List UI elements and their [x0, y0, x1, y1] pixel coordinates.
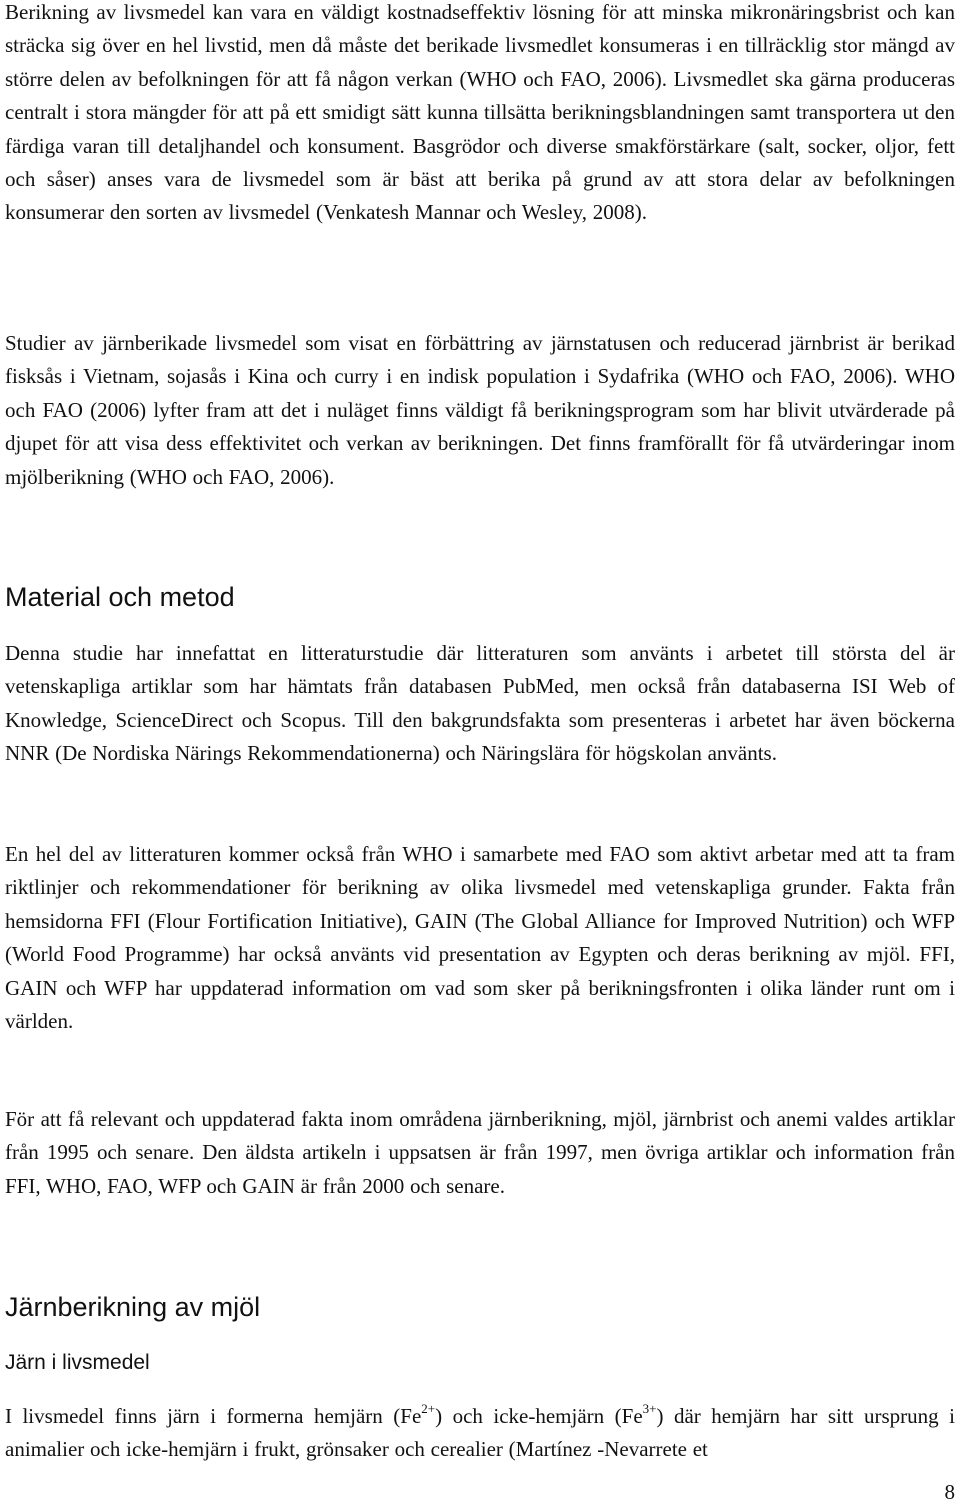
paragraph-iron-fortified-studies: Studier av järnberikade livsmedel som visat en förbättring av järnstatusen och reducerad järnbrist är berikad fisksås i Vietnam, sojasås i Kina och curry i en indisk population i Sydafrika (WHO och FAO, 2006). WHO och FAO (2006) lyfter fram att det i nuläget finns väldigt få berikningsprogram som har blivit utvärderade på djupet för att visa dess effektivitet och verkan av berikningen. Det finns framförallt för få utvärderingar inom mjölberikning (WHO och FAO, 2006).: [5, 331, 955, 489]
iron-forms-text-end: ) där hemjärn har sitt ursprung i animalier och icke-hemjärn i frukt, grönsaker och cerealier (Martínez -Nevarrete et: [5, 1404, 955, 1462]
paragraph-literature-study: Denna studie har innefattat en litteraturstudie där litteraturen som använts i arbetet till största del är vetenskapliga artiklar som har hämtats från databasen PubMed, men också från databaserna ISI Web of Knowledge, ScienceDirect och Scopus. Till den bakgrundsfakta som presenteras i arbetet har även böckerna NNR (De Nordiska Närings Rekommendationerna) och Näringslära för högskolan använts.: [5, 641, 955, 766]
iron-forms-text-middle: ) och icke-hemjärn (Fe: [435, 1404, 643, 1428]
subheading-jarn-i-livsmedel: Järn i livsmedel: [5, 1351, 150, 1374]
iron-forms-text-start: I livsmedel finns järn i formerna hemjärn (Fe: [5, 1404, 422, 1428]
page-number: 8: [944, 1480, 955, 1504]
superscript-fe3: 3+: [642, 1401, 657, 1416]
paragraph-iron-forms: [5, 1400, 955, 1467]
heading-jarnberikning-av-mjol: Järnberikning av mjöl: [5, 1292, 261, 1322]
paragraph-who-fao-sources: En hel del av litteraturen kommer också från WHO i samarbete med FAO som aktivt arbetar med att ta fram riktlinjer och rekommendationer för berikning av olika livsmedel med vetenskapliga grunder. Fakta från hemsidorna FFI (Flour Fortification Initiative), GAIN (The Global Alliance for Improved Nutrition) och WFP (World Food Programme) har också använts vid presentation av Egypten och deras berikning av mjöl. FFI, GAIN och WFP har uppdaterad information om vad som sker på berikningsfronten i olika länder runt om i världen.: [5, 842, 955, 1034]
paragraph-article-selection: För att få relevant och uppdaterad fakta inom områdena järnberikning, mjöl, järnbrist och anemi valdes artiklar från 1995 och senare. Den äldsta artikeln i uppsatsen är från 1997, men övriga artiklar och information från FFI, WHO, FAO, WFP och GAIN är från 2000 och senare.: [5, 1107, 955, 1198]
heading-material-och-metod: Material och metod: [5, 582, 235, 612]
paragraph-fortification-intro: Berikning av livsmedel kan vara en väldigt kostnadseffektiv lösning för att minska mikronäringsbrist och kan sträcka sig över en hel livstid, men då måste det berikade livsmedlet konsumeras i en tillräcklig stor mängd av större delen av befolkningen för att få någon verkan (WHO och FAO, 2006). Livsmedlet ska gärna produceras centralt i stora mängder för att på ett smidigt sätt kunna tillsätta berikningsblandningen samt transportera ut den färdiga varan till detaljhandel och konsument. Basgrödor och diverse smakförstärkare (salt, socker, oljor, fett och såser) anses vara de livsmedel som är bäst att berika på grund av att stora delar av befolkningen konsumerar den sorten av livsmedel (Venkatesh Mannar och Wesley, 2008).: [5, 0, 955, 225]
superscript-fe2: 2+: [421, 1401, 436, 1416]
